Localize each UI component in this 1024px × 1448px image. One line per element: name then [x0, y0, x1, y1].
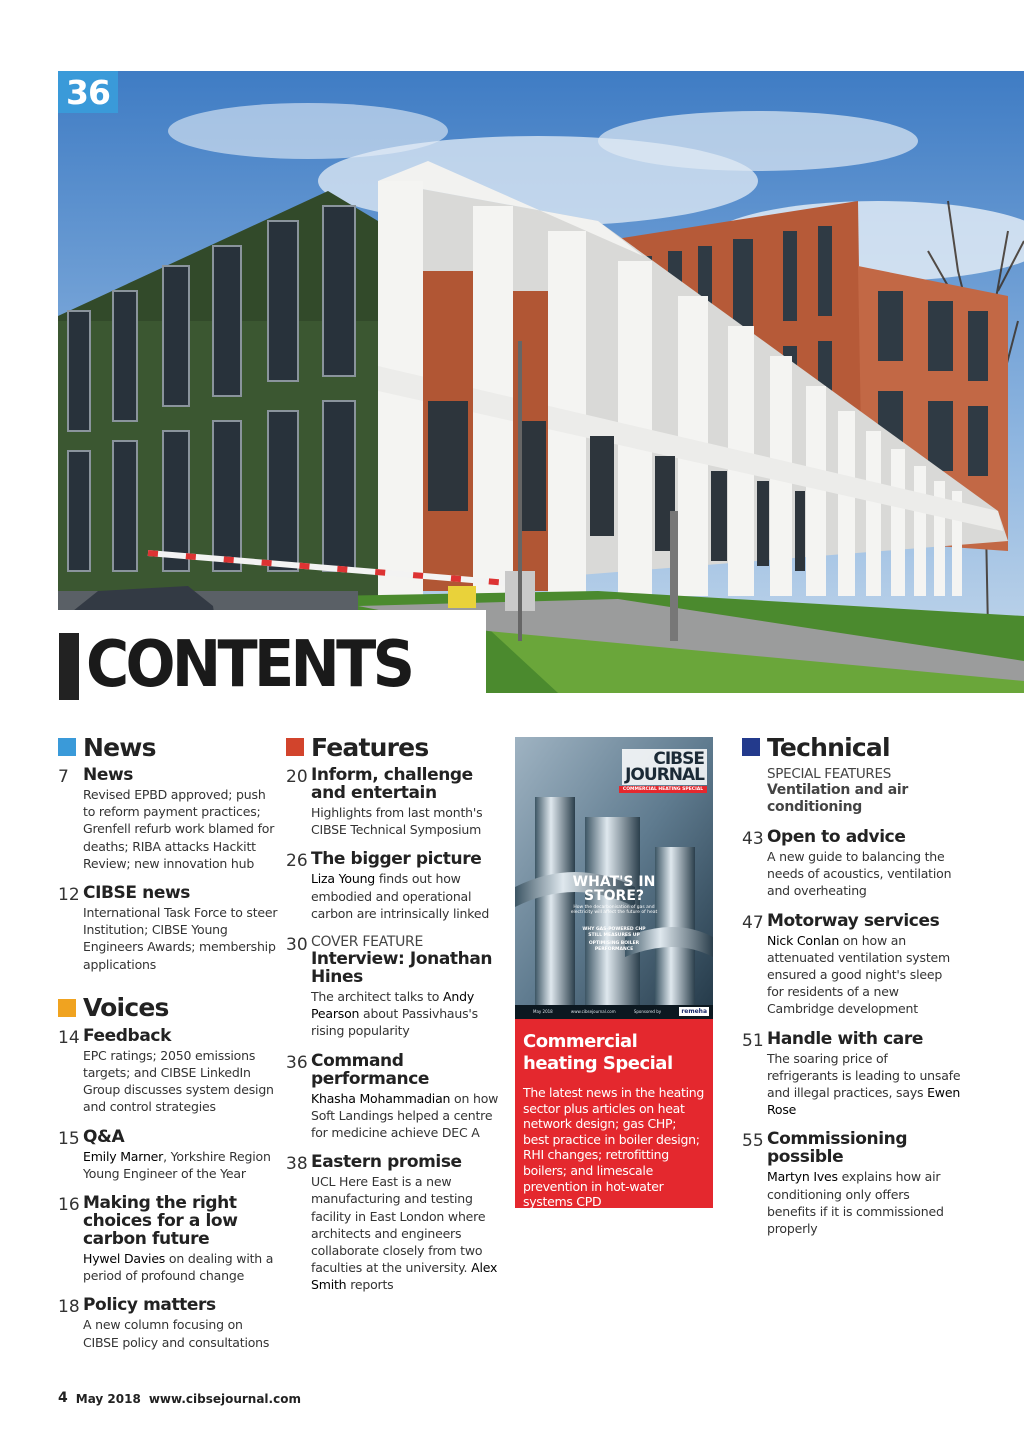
- item-title: CIBSE news: [83, 883, 190, 904]
- magazine-cover[interactable]: [515, 737, 713, 1019]
- page-number: 12: [58, 885, 80, 906]
- page-number: 14: [58, 1027, 80, 1048]
- list-item[interactable]: [742, 1130, 962, 1237]
- item-title: The bigger picture: [311, 849, 482, 870]
- item-description: Hywel Davies on dealing with a period of profound change: [83, 1251, 274, 1284]
- item-description: Nick Conlan on how an attenuated ventilation system ensured a good night's sleep for residents of a new Cambridge development: [767, 932, 950, 1017]
- list-item[interactable]: [58, 1128, 278, 1182]
- page-badge: 36: [58, 71, 118, 113]
- list-item[interactable]: [286, 850, 508, 922]
- page-number: 38: [286, 1154, 308, 1175]
- item-title: Interview: Jonathan Hines: [311, 949, 493, 988]
- item-description: Khasha Mohammadian on how Soft Landings helped a centre for medicine achieve DEC A: [311, 1090, 499, 1141]
- special-features-subtitle: Ventilation and air conditioning: [767, 782, 908, 815]
- item-title: Command performance: [311, 1050, 430, 1089]
- list-item[interactable]: [58, 884, 278, 973]
- promo-box[interactable]: [515, 1019, 713, 1208]
- news-voices-column: [58, 732, 278, 1363]
- author-name: Hywel Davies: [83, 1251, 166, 1267]
- author-name: Emily Marner: [83, 1148, 164, 1164]
- item-title: Commissioning possible: [767, 1129, 908, 1168]
- special-features-kicker: SPECIAL FEATURES: [767, 766, 891, 782]
- promo-text: The latest news in the heating sector plus articles on heat network design; gas CHP; best practice in boiler design; RHI changes; retrofitting boilers; and limescale prevention in hot-water systems CPD: [523, 1085, 705, 1210]
- footer-date: May 2018: [75, 1392, 141, 1406]
- item-title: Open to advice: [767, 827, 906, 847]
- special-features-block: [742, 766, 962, 816]
- voices-section-heading: Voices: [58, 993, 278, 1023]
- page-footer: [58, 1392, 301, 1406]
- technical-column: [742, 732, 962, 1249]
- item-description: International Task Force to steer Institution; CIBSE Young Engineers Awards; membership applications: [83, 905, 278, 972]
- author-name: Ewen Rose: [767, 1085, 961, 1118]
- contents-title: CONTENTS: [86, 628, 412, 702]
- item-description: The architect talks to Andy Pearson about Passivhaus's rising popularity: [311, 989, 478, 1039]
- page-number: 43: [742, 829, 764, 849]
- hero-photo: [58, 71, 1024, 693]
- voices-square-icon: [58, 999, 76, 1017]
- contents-title-bar: [59, 633, 79, 700]
- promo-title: Commercial heating Special: [523, 1031, 673, 1074]
- news-section-heading: News: [58, 732, 278, 762]
- author-name: Alex Smith: [311, 1260, 498, 1293]
- author-name: Nick Conlan: [767, 932, 840, 948]
- item-title: Handle with care: [767, 1028, 923, 1049]
- page-number: 18: [58, 1297, 80, 1318]
- news-square-icon: [58, 738, 76, 756]
- list-item[interactable]: [58, 1027, 278, 1116]
- item-description: Highlights from last month's CIBSE Technical Symposium: [311, 805, 483, 838]
- list-item[interactable]: [286, 934, 508, 1040]
- item-description: Revised EPBD approved; push to reform payment practices; Grenfell refurb work blamed for deaths; RIBA attacks Hackitt Review; new innovation hub: [83, 787, 275, 871]
- item-title: News: [83, 765, 133, 785]
- technical-section-heading: Technical: [742, 732, 962, 762]
- building-illustration: [58, 71, 1024, 693]
- page-number: 26: [286, 851, 308, 872]
- item-description: EPC ratings; 2050 emissions targets; and CIBSE LinkedIn Group discusses system design and control strategies: [83, 1047, 274, 1115]
- features-section-heading: Features: [286, 732, 508, 762]
- list-item[interactable]: [286, 1052, 508, 1142]
- item-title: Inform, challenge and entertain: [311, 765, 473, 803]
- list-item[interactable]: [286, 1153, 508, 1293]
- item-title: Q&A: [83, 1126, 125, 1147]
- list-item[interactable]: [58, 1194, 278, 1284]
- author-name: Andy Pearson: [311, 989, 475, 1022]
- item-title: Feedback: [83, 1025, 171, 1046]
- item-title: Policy matters: [83, 1295, 216, 1316]
- cover-feature-kicker: COVER FEATURE: [311, 934, 424, 951]
- item-title: Making the right choices for a low carbon future: [83, 1193, 238, 1250]
- item-description: A new guide to balancing the needs of acoustics, ventilation and overheating: [767, 849, 952, 899]
- page-number: 7: [58, 767, 69, 787]
- cover-footer: May 2018 www.cibsejournal.com Sponsored by remeha: [533, 1008, 707, 1015]
- cover-headline: WHAT'S IN STORE?: [572, 874, 656, 904]
- footer-url[interactable]: www.cibsejournal.com: [148, 1392, 301, 1406]
- footer-page-number: 4: [58, 1390, 68, 1406]
- page-number: 30: [286, 935, 308, 956]
- page-number: 51: [742, 1030, 764, 1051]
- page-number: 16: [58, 1195, 80, 1216]
- list-item[interactable]: [742, 828, 962, 900]
- list-item[interactable]: [742, 1030, 962, 1119]
- sponsor-logo: remeha: [681, 1008, 707, 1015]
- page-number: 36: [286, 1052, 308, 1073]
- item-description: A new column focusing on CIBSE policy and consultations: [83, 1317, 270, 1350]
- list-item[interactable]: [58, 1296, 278, 1350]
- item-description: Martyn Ives explains how air conditioning only offers benefits if it is commissioned properly: [767, 1169, 944, 1237]
- item-description: UCL Here East is a new manufacturing and testing facility in East London where architects and engineers collaborate closely from two faculties at the university. Alex Smith reports: [311, 1174, 498, 1293]
- item-title: Eastern promise: [311, 1152, 462, 1173]
- cover-strip: COMMERCIAL HEATING SPECIAL: [619, 786, 707, 793]
- list-item[interactable]: [742, 912, 962, 1018]
- item-description: The soaring price of refrigerants is leading to unsafe and illegal practices, says Ewen Rose: [767, 1050, 961, 1118]
- item-description: Emily Marner, Yorkshire Region Young Engineer of the Year: [83, 1148, 271, 1181]
- features-square-icon: [286, 738, 304, 756]
- technical-square-icon: [742, 738, 760, 756]
- page-number: 15: [58, 1128, 80, 1149]
- cover-subline: How the decarbonisation of gas and electricity will affect the future of heat: [570, 905, 658, 915]
- author-name: Martyn Ives: [767, 1169, 838, 1185]
- cover-teasers: WHY GAS-POWERED CHP STILL MEASURES UP OPTIMISING BOILER PERFORMANCE: [582, 927, 646, 952]
- author-name: Khasha Mohammadian: [311, 1090, 451, 1106]
- list-item[interactable]: [286, 766, 508, 838]
- list-item[interactable]: [58, 766, 278, 872]
- page-number: 55: [742, 1131, 764, 1152]
- page-number: 47: [742, 912, 764, 933]
- author-name: Liza Young: [311, 871, 376, 887]
- item-description: Liza Young finds out how embodied and operational carbon are intrinsically linked: [311, 871, 490, 921]
- cover-masthead: CIBSE JOURNAL: [622, 749, 707, 785]
- features-column: [286, 732, 508, 1306]
- item-title: Motorway services: [767, 910, 940, 931]
- page-number: 20: [286, 767, 308, 787]
